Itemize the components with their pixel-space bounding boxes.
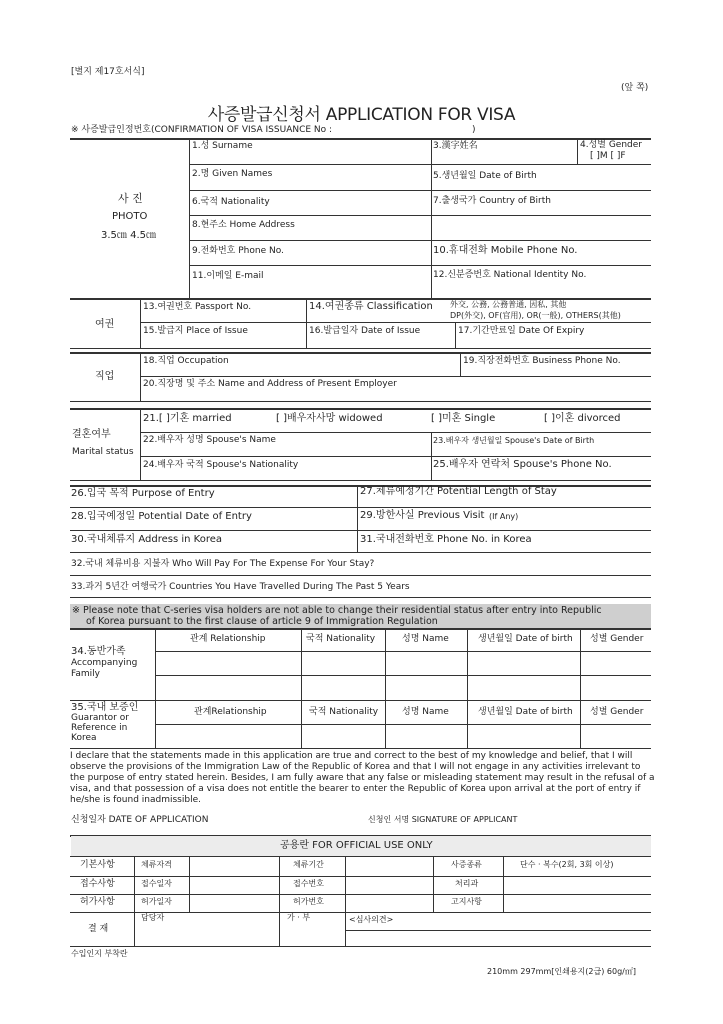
notice-line-1: ※ Please note that C-series visa holders are not able to change their residential status after entry into Republic bbox=[72, 605, 602, 616]
length-of-stay-field[interactable]: 27.체류예정기간 Potential Length of Stay bbox=[360, 486, 557, 497]
business-phone-field[interactable]: 19.직장전화번호 Business Phone No. bbox=[463, 356, 621, 366]
phone-field[interactable]: 9.전화번호 Phone No. bbox=[192, 246, 284, 256]
rule bbox=[467, 628, 468, 748]
expiry-date-field[interactable]: 17.기간만료일 Date Of Expiry bbox=[458, 326, 585, 336]
family-label-1: 34.동반가족 bbox=[71, 646, 126, 657]
paper-spec: 210mm 297mm[인쇄용지(2급) 60g/㎡] bbox=[487, 967, 636, 976]
rule bbox=[70, 352, 651, 354]
rule bbox=[140, 408, 141, 480]
official-dept-label: 처리과 bbox=[455, 879, 479, 888]
surname-field[interactable]: 1.성 Surname bbox=[192, 141, 253, 151]
form-number: [별지 제17호서식] bbox=[71, 67, 145, 77]
official-receipt-no-label: 접수번호 bbox=[293, 879, 324, 888]
signature-label[interactable]: 신청인 서명 SIGNATURE OF APPLICANT bbox=[368, 815, 518, 824]
rule bbox=[70, 401, 651, 402]
expense-payer-field[interactable]: 32.국내 체류비용 지불자 Who Will Pay For The Expense For Your Stay? bbox=[71, 559, 375, 569]
rule bbox=[70, 530, 651, 531]
spouse-phone-field[interactable]: 25.배우자 연락처 Spouse's Phone No. bbox=[433, 459, 612, 470]
notice-line-2: of Korea pursuant to the first clause of article 9 of Immigration Regulation bbox=[86, 616, 438, 627]
official-approve-deny-label: 가 · 부 bbox=[287, 913, 311, 922]
official-permit-date-label: 허가일자 bbox=[141, 897, 172, 906]
rule bbox=[155, 724, 651, 725]
home-address-field[interactable]: 8.현주소 Home Address bbox=[192, 220, 295, 230]
family-label-3: Family bbox=[71, 669, 100, 679]
married-checkbox[interactable]: 21.[ ]기혼 married bbox=[143, 413, 232, 424]
marital-section-label-en: Marital status bbox=[72, 447, 134, 457]
rule bbox=[301, 628, 302, 748]
phone-korea-field[interactable]: 31.국내전화번호 Phone No. in Korea bbox=[360, 534, 532, 545]
entry-date-field[interactable]: 28.입국예정일 Potential Date of Entry bbox=[71, 511, 252, 522]
photo-label-ko: 사 진 bbox=[118, 192, 143, 205]
address-korea-field[interactable]: 30.국내체류지 Address in Korea bbox=[71, 534, 223, 545]
stamp-area-label: 수입인지 부착란 bbox=[71, 949, 128, 958]
official-receipt-label: 접수사항 bbox=[80, 879, 115, 889]
rule bbox=[189, 138, 190, 298]
rule bbox=[70, 408, 651, 410]
rule bbox=[155, 675, 651, 676]
photo-size: 3.5㎝ 4.5㎝ bbox=[101, 230, 156, 241]
rule bbox=[189, 240, 651, 241]
birth-country-field[interactable]: 7.출생국가 Country of Birth bbox=[433, 196, 551, 206]
declaration-text: I declare that the statements made in this application are true and correct to the best of my knowledge and belief, that I will observe the provisions of the Immigration Law of the Republic of Korea and that I will not engage in any activities irrelevant to the purpose of entry stated herein. Besides, I am fully aware that any false or misleading statement may result in the refusal of a visa, and that possession of a visa does not entitle the bearer to enter the Republic of Korea upon arrival at the port of entry if he/she is found inadmissible. bbox=[70, 751, 655, 805]
guarantor-label-2: Guarantor or bbox=[71, 713, 129, 723]
passport-section-label: 여권 bbox=[95, 319, 115, 330]
rule bbox=[70, 575, 651, 576]
email-field[interactable]: 11.이메일 E-mail bbox=[192, 271, 264, 281]
rule bbox=[70, 552, 651, 553]
spouse-nationality-field[interactable]: 24.배우자 국적 Spouse's Nationality bbox=[143, 460, 299, 470]
rule bbox=[70, 856, 651, 857]
photo-label-en: PHOTO bbox=[112, 211, 148, 222]
official-entry-count-label: 단수 · 복수(2회, 3회 이상) bbox=[520, 860, 614, 869]
rule bbox=[460, 352, 461, 376]
family-col-relationship: 관계 Relationship bbox=[190, 634, 266, 644]
widowed-checkbox[interactable]: [ ]배우자사망 widowed bbox=[276, 413, 383, 424]
official-review-label: <심사의견> bbox=[349, 915, 394, 924]
date-of-issue-field[interactable]: 16.발급일자 Date of Issue bbox=[309, 326, 421, 336]
rule bbox=[70, 480, 651, 481]
family-label-2: Accompanying bbox=[71, 658, 138, 668]
guarantor-label-1: 35.국내 보증인 bbox=[71, 702, 139, 713]
family-col-gender: 성별 Gender bbox=[590, 634, 644, 644]
rule bbox=[134, 856, 135, 946]
official-status-label: 체류자격 bbox=[141, 860, 172, 869]
confirmation-label: ※ 사증발급인정번호(CONFIRMATION OF VISA ISSUANCE No : bbox=[71, 125, 333, 135]
rule bbox=[70, 748, 651, 749]
rule bbox=[577, 138, 578, 164]
guarantor-col-dob: 생년월일 Date of birth bbox=[478, 707, 573, 717]
official-approval-label: 결 재 bbox=[88, 924, 109, 934]
rule bbox=[433, 856, 434, 912]
purpose-field[interactable]: 26.입국 목적 Purpose of Entry bbox=[71, 488, 215, 499]
guarantor-col-name: 성명 Name bbox=[402, 707, 449, 717]
rule bbox=[70, 597, 651, 598]
official-officer-label: 담당자 bbox=[141, 913, 165, 922]
rule bbox=[140, 432, 651, 433]
marital-section-label-ko: 결혼여부 bbox=[72, 429, 111, 440]
guarantor-label-3: Reference in bbox=[71, 723, 128, 733]
rule bbox=[70, 894, 651, 895]
official-permit-no-label: 허가번호 bbox=[293, 897, 324, 906]
classification-options-cn[interactable]: 外交, 公務, 公務普通, 因私, 其他 bbox=[450, 300, 567, 309]
rule bbox=[155, 651, 651, 652]
rule bbox=[189, 215, 651, 216]
previous-visit-note: (If Any) bbox=[489, 512, 519, 521]
guarantor-label-4: Korea bbox=[71, 733, 97, 743]
countries-travelled-field[interactable]: 33.과거 5년간 여행국가 Countries You Have Travelled During The Past 5 Years bbox=[71, 582, 410, 592]
guarantor-col-nationality: 국적 Nationality bbox=[309, 707, 379, 717]
rule bbox=[70, 700, 651, 701]
family-col-dob: 생년월일 Date of birth bbox=[478, 634, 573, 644]
nationality-field[interactable]: 6.국적 Nationality bbox=[192, 197, 270, 207]
official-period-label: 체류기간 bbox=[293, 860, 324, 869]
national-id-field[interactable]: 12.신분증번호 National Identity No. bbox=[433, 270, 587, 280]
given-names-field[interactable]: 2.명 Given Names bbox=[192, 169, 273, 179]
front-mark: (앞 쪽) bbox=[621, 83, 649, 93]
application-date-label[interactable]: 신청일자 DATE OF APPLICATION bbox=[71, 815, 209, 825]
rule bbox=[306, 298, 307, 348]
rule bbox=[70, 628, 651, 630]
rule bbox=[503, 856, 504, 912]
rule bbox=[455, 322, 456, 348]
passport-no-field[interactable]: 13.여권번호 Passport No. bbox=[143, 302, 252, 312]
single-checkbox[interactable]: [ ]미혼 Single bbox=[431, 413, 496, 424]
rule bbox=[140, 322, 651, 323]
guarantor-col-relationship: 관계Relationship bbox=[194, 707, 267, 717]
official-permit-label: 허가사항 bbox=[80, 897, 115, 907]
rule bbox=[580, 628, 581, 748]
official-notice-label: 고지사항 bbox=[451, 897, 482, 906]
classification-label: 14.여권종류 Classification bbox=[309, 301, 433, 312]
spouse-dob-field[interactable]: 23.배우자 생년월일 Spouse's Date of Birth bbox=[433, 436, 595, 445]
employer-field[interactable]: 20.직장명 및 주소 Name and Address of Present Employer bbox=[143, 379, 397, 389]
place-of-issue-field[interactable]: 15.발급지 Place of Issue bbox=[143, 326, 248, 336]
official-basic-label: 기본사항 bbox=[80, 860, 115, 870]
rule bbox=[189, 856, 190, 912]
rule bbox=[70, 138, 651, 140]
rule bbox=[155, 628, 156, 748]
guarantor-col-gender: 성별 Gender bbox=[590, 707, 644, 717]
official-receipt-date-label: 접수일자 bbox=[141, 879, 172, 888]
gender-checkbox[interactable]: [ ]M [ ]F bbox=[590, 151, 626, 161]
dob-field[interactable]: 5.생년월일 Date of Birth bbox=[433, 171, 537, 181]
hanja-name-field[interactable]: 3.漢字姓名 bbox=[433, 141, 478, 151]
page-title: 사증발급신청서 APPLICATION FOR VISA bbox=[207, 105, 516, 125]
rule bbox=[189, 164, 651, 165]
rule bbox=[70, 876, 651, 877]
rule bbox=[345, 856, 346, 946]
rule bbox=[357, 485, 358, 552]
rule bbox=[140, 298, 141, 348]
rule bbox=[189, 265, 651, 266]
rule bbox=[431, 138, 432, 298]
job-section-label: 직업 bbox=[95, 371, 115, 382]
spouse-name-field[interactable]: 22.배우자 성명 Spouse's Name bbox=[143, 435, 276, 445]
rule bbox=[189, 190, 651, 191]
official-visa-type-label: 사증종류 bbox=[451, 860, 482, 869]
rule bbox=[70, 946, 651, 947]
family-col-nationality: 국적 Nationality bbox=[306, 634, 376, 644]
rule bbox=[70, 507, 651, 508]
rule bbox=[70, 348, 651, 349]
rule bbox=[140, 376, 651, 377]
rule bbox=[140, 456, 651, 457]
confirmation-close: ) bbox=[472, 125, 476, 135]
family-col-name: 성명 Name bbox=[402, 634, 449, 644]
divorced-checkbox[interactable]: [ ]이혼 divorced bbox=[544, 413, 621, 424]
gender-label: 4.성별 Gender bbox=[580, 140, 643, 150]
previous-visit-field[interactable]: 29.방한사실 Previous Visit bbox=[360, 510, 485, 521]
official-header: 공용란 FOR OFFICIAL USE ONLY bbox=[280, 840, 433, 851]
mobile-field[interactable]: 10.휴대전화 Mobile Phone No. bbox=[433, 245, 578, 256]
rule bbox=[345, 930, 651, 931]
rule bbox=[279, 856, 280, 946]
rule bbox=[385, 628, 386, 748]
occupation-field[interactable]: 18.직업 Occupation bbox=[143, 356, 229, 366]
classification-options-en[interactable]: DP(外交), OF(官用), OR(一般), OTHERS(其他) bbox=[450, 311, 621, 320]
